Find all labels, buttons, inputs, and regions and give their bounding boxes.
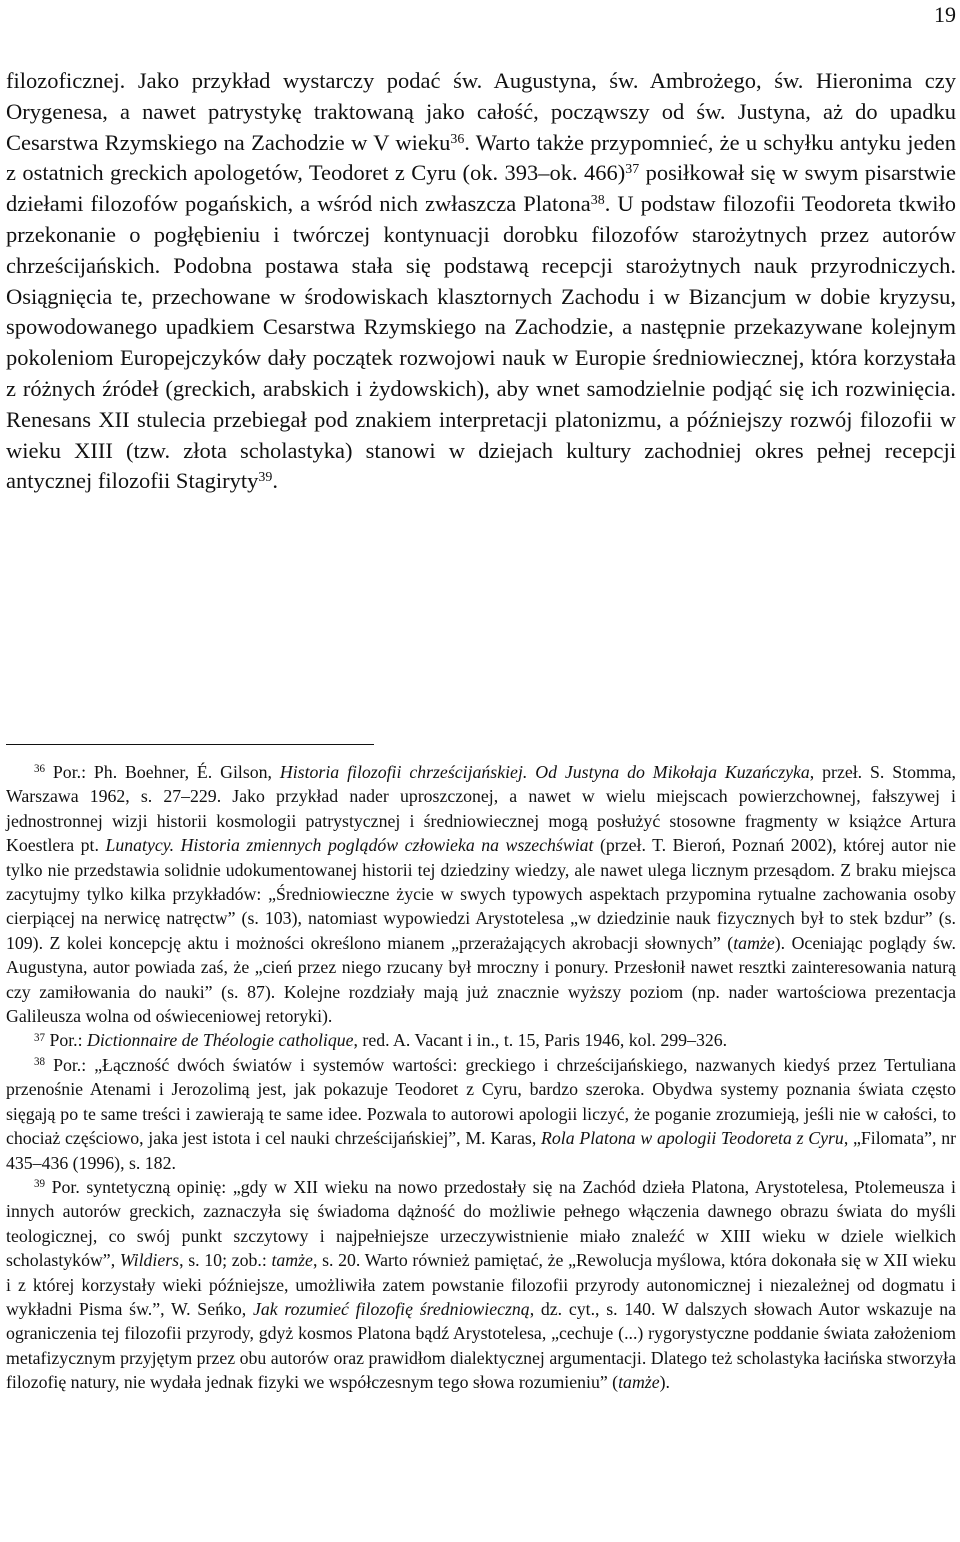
footnote-ref-39[interactable]: 39 (258, 470, 273, 486)
footnote-text: Por.: (45, 1030, 88, 1051)
footnote-title: Wildiers (119, 1250, 180, 1271)
footnote-title: Rola Platona w apologii Teodoreta z Cyru (541, 1128, 844, 1149)
main-text (6, 66, 956, 497)
page-number: 19 (934, 2, 956, 27)
footnote-title: tamże (271, 1250, 313, 1271)
footnote-divider (6, 744, 374, 745)
footnote-title: Lunatycy. Historia zmiennych poglądów człowieka na wszechświat (105, 835, 594, 856)
footnotes (6, 760, 956, 1395)
footnote-number: 36 (34, 763, 46, 776)
body-text-run: . (272, 468, 278, 494)
footnote-number: 38 (34, 1056, 46, 1069)
footnote-39 (6, 1175, 956, 1395)
body-text-run: filozoficznej. Jako przykład wystarczy podać św. Augustyna, św. Ambrożego, św. Hieronima czy Orygenesa, a nawet patrystykę traktowaną jako całość, począwszy od św. Justyna, aż do upadku Cesarstwa Rzymskiego na Zachodzie w V wieku (6, 68, 956, 155)
footnote-ref-37[interactable]: 37 (625, 162, 640, 178)
footnote-number: 37 (34, 1031, 46, 1044)
footnote-title: Dictionnaire de Théologie catholique (87, 1030, 354, 1051)
body-text-run: . U podstaw filozofii Teodoreta tkwiło przekonanie o pogłębieniu i twórczej kontynuacji dorobku filozofów starożytnych przez autorów chrześcijańskich. Podobna postawa stała się podstawą recepcji starożytnych nauk przyrodniczych. Osiągnięcia te, przechowane w środowiskach klasztornych Zachodu i w Bizancjum w dobie kryzysu, spowodowanego upadkiem Cesarstwa Rzymskiego na Zachodzie, a następnie przekazywane kolejnym pokoleniom Europejczyków dały początek rozwojowi nauk w Europie średniowiecznej, która korzystała z różnych źródeł (greckich, arabskich i żydowskich), aby wnet samodzielnie podjąć się ich rozwinięcia. Renesans XII stulecia przebiegał pod znakiem interpretacji platonizmu, a późniejszy rozwój filozofii w wieku XIII (tzw. złota scholastyka) stanowi w dziejach kultury zachodniej okres pełnej recepcji antycznej filozofii Stagiryty (6, 191, 956, 494)
footnote-38 (6, 1053, 956, 1175)
footnote-text: (przeł. T. Bieroń, Poznań 2002), której autor nie tylko nie przedstawia solidnie udokumentowanej historii tej dziedziny wiedzy, ale nawet ulega licznym przesądom. Z braku miejsca zacytujmy tylko kilka przykładów: „Średniowieczne życie w swych typowych aspektach przypomina rytualne zachowania osoby cierpiącej na nerwicę natręctw” (s. 103), natomiast wypowiedzi Arystotelesa „w dziedzinie nauk fizycznych był to stek bzdur” (s. 109). Z kolei koncepcję aktu i możności określono mianem „przerażających akrobacji słownych” ( (6, 835, 956, 953)
footnote-text: , s. 10; zob.: (179, 1250, 272, 1271)
footnote-number: 39 (34, 1178, 46, 1191)
footnote-ref-38[interactable]: 38 (590, 193, 605, 209)
footnote-text: , red. A. Vacant i in., t. 15, Paris 1946, kol. 299–326. (353, 1030, 728, 1051)
footnote-text: , dz. cyt., s. 140. W dalszych słowach Autor wskazuje na ograniczenia tej filozofii przyrody, gdyż kosmos Platona bądź Arystotelesa, „cechuje (...) rygorystyczne poddanie świata założeniom metafizycznym przyjętym przez obu autorów oraz prawidłom dialektycznej argumentacji. Dlatego też scholastyka łacińska stworzyła filozofię natury, nie wydała jednak fizyki we współczesnym tego słowa rozumieniu” ( (6, 1298, 957, 1393)
footnote-36 (6, 760, 956, 1028)
footnote-title: tamże (733, 932, 775, 953)
body-text-run: posiłkował się w swym pisarstwie dziełami filozofów pogańskich, a wśród nich zwłaszcza Platona (6, 160, 956, 217)
footnote-title: Historia filozofii chrześcijańskiej. Od Justyna do Mikołaja Kuzańczyka (279, 762, 810, 782)
footnote-text: ). Oceniając poglądy św. Augustyna, autor powiada zaś, że „cień przez niego rzucany był mroczny i ponury. Przesłonił nawet resztki zainteresowania naturą czy zamiłowania do nauki” (s. 87). Kolejne rozdziały mają już znacznie wyższy poziom (np. nader wartościowa prezentacja Galileusza wolna od oświeceniowej retoryki). (6, 932, 956, 1027)
footnote-title: Jak rozumieć filozofię średniowieczną (252, 1298, 530, 1319)
footnote-text: Por.: Ph. Boehner, É. Gilson, (45, 762, 280, 782)
footnote-text: Por.: „Łączność dwóch światów i systemów wartości: greckiego i chrześcijańskiego, nazwanych kiedyś przez Tertuliana przenośnie Atenami i Jerozolimą jest, jak pokazuje Teodoret z Cyru, bardzo szeroka. Obydwa systemy poznania świata często sięgają po te same treści i zawierają te same idee. Pozwala to autorowi apologii liczyć, że poganie zrozumieją, jeśli nie w całości, to chociaż częściowo, jaka jest istota i cel nauki chrześcijańskiej”, M. Karas, (6, 1054, 956, 1149)
footnote-text: Por. syntetyczną opinię: „gdy w XII wieku na nowo przedostały się na Zachód dzieła Platona, Arystotelesa, Ptolemeusza i innych autorów greckich, zaznaczyła się świadoma dążność do możliwie pełnego włączenia dawnego obrazu świata do myśli teologicznej, co swój punkt szczytowy i najpełniejsze urzeczywistnienie miało znaleźć w XIII wieku w dziele wielkich scholastyków”, (6, 1176, 956, 1271)
footnote-text: , s. 20. Warto również pamiętać, że „Rewolucja myślowa, która dokonała się w XII wieku i z której korzystały wieki późniejsze, umożliwiła zatem powstanie filozofii przyrody autonomicznej i niezależnej od dogmatu i wykładni Pisma św.”, W. Seńko, (6, 1250, 956, 1319)
footnote-title: tamże (618, 1372, 660, 1393)
footnote-text: , „Filomata”, nr 435–436 (1996), s. 182. (6, 1128, 957, 1173)
body-text-run: . Warto także przypomnieć, że u schyłku antyku jeden z ostatnich greckich apologetów, Teodoret z Cyru (ok. 393–ok. 466) (6, 129, 957, 186)
footnote-text: ). (659, 1372, 670, 1393)
footnote-ref-36[interactable]: 36 (450, 131, 465, 147)
footnote-37 (6, 1028, 956, 1052)
footnote-text: , przeł. S. Stomma, Warszawa 1962, s. 27–229. Jako przykład nader uproszczonej, a nawet w wielu miejscach powierzchownej, fałszywej i jednostronnej wizji historii kosmologii patrystycznej i średniowiecznej mogą posłużyć stosowne fragmenty w książce Artura Koestlera pt. (6, 762, 956, 856)
